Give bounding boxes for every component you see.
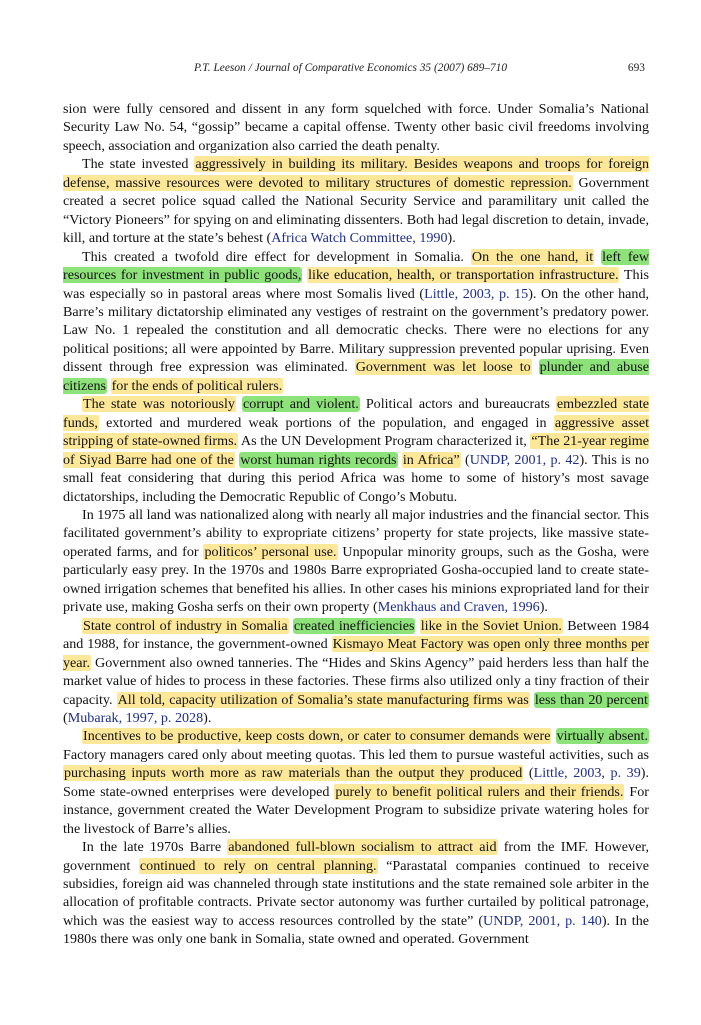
text-run: Government also owned tanneries. The “Hides and Skins Agency” paid herders less than half the market value of hides to process in these factories. These firms also utilized only a tiny fraction of their capacity. [63,654,649,708]
paragraph [63,838,649,949]
text-run: sion were fully censored and dissent in any form squelched with force. Under Somalia’s National Security Law No. 54, “gossip” became a capital offense. Twenty other basic civil freedoms involving speech, association and organization also carried the death penalty. [63,101,649,154]
text-run: As the UN Development Program characterized it, [238,433,531,450]
text-run: ( [460,451,470,468]
highlight-yellow: like in the Soviet Union. [420,617,562,634]
paragraph [63,506,649,617]
text-run: Political actors and bureaucrats [359,396,556,413]
journal-citation: P.T. Leeson / Journal of Comparative Economics 35 (2007) 689–710 [193,62,508,74]
highlight-yellow: On the one hand, it [471,248,594,265]
highlight-green: created inefficiencies [293,617,415,634]
paragraph [63,248,649,396]
highlight-yellow: Government was let loose to [355,359,531,376]
citation-link[interactable]: UNDP, 2001, p. 140 [483,912,602,929]
text-run: “Parastatal companies continued to receive subsidies, foreign aid was channeled through state institutions and the state remained sole arbiter in the allocation of profitable contracts. Private sector autonomy was further curtailed by political patronage, which was the easiest way to access resources controlled by the state” ( [63,857,649,929]
text-run: ). In the 1980s there was only one bank in Somalia, state owned and operated. Government [63,912,649,948]
text-run: ). Some state-owned enterprises were developed [63,765,649,800]
paragraph [63,155,649,247]
page-number: 693 [627,62,645,74]
highlight-yellow: The state was notoriously [83,396,235,413]
highlight-green: worst human rights records [240,451,397,468]
text-run: from the IMF. However, government [63,839,650,874]
text-run: ( [63,709,68,726]
highlight-yellow: purchasing inputs worth more as raw materials than the output they produced [64,765,523,782]
text-run: ). This is no small feat considering that during this period Africa was home to some of history’s most savage dictatorships, including the Democratic Republic of Congo’s Mobutu. [63,451,650,505]
text-run: Government created a secret police squad called the National Security Service and paramilitary unit called the “Victory Pioneers” for spying on and eliminating dissenters. Both had legal discretion to detain, invade, kill, and torture at the state’s behest ( [63,174,649,247]
text-run: extorted and murdered weak portions of the population, and engaged in [98,414,554,431]
citation-link[interactable]: Little, 2003, p. 15 [424,285,529,302]
highlight-yellow: All told, capacity utilization of Somalia’s state manufacturing firms was [117,691,529,708]
highlight-yellow: like education, health, or transportation infrastructure. [308,267,619,284]
highlight-yellow: abandoned full-blown socialism to attract aid [228,839,497,856]
citation-link[interactable]: Africa Watch Committee, 1990 [271,230,448,247]
text-run: ). [203,709,212,726]
highlight-yellow: embezzled state funds, [63,396,649,431]
highlight-yellow: Incentives to be productive, keep costs down, or cater to consumer demands were [83,728,551,745]
highlight-yellow: for the ends of political rulers. [111,377,283,394]
text-run: Factory managers cared only about meeting quotas. This led them to pursue wasteful activities, such as [63,746,649,763]
text-run: In 1975 all land was nationalized along with nearly all major industries and the financial sector. This facilitated government’s ability to expropriate citizens’ property for state projects, like massive state-operated farms, and for [63,506,649,560]
paragraph [63,727,649,838]
text-run [551,728,555,744]
highlight-yellow: continued to rely on central planning. [139,857,377,874]
running-header [0,60,701,78]
text-run: The state invested [82,156,195,173]
highlight-green: plunder and abuse citizens [63,359,649,394]
text-run: ). [447,230,456,247]
text-run: This created a twofold dire effect for development in Somalia. [82,248,471,265]
citation-link[interactable]: Mubarak, 1997, p. 2028 [67,709,204,726]
highlight-yellow: aggressively in building its military. Besides weapons and troops for foreign defense, massive resources were devoted to military structures of domestic repression. [63,156,649,191]
paragraph [63,395,649,506]
highlight-green: less than 20 percent [534,691,648,708]
highlight-yellow: in Africa” [402,451,460,468]
highlight-yellow: aggressive asset stripping of state-owned firms. [63,414,650,450]
highlight-green: left few resources for investment in public goods, [63,248,650,284]
text-run: ( [523,765,534,782]
paragraph [63,100,649,155]
body-text [63,100,649,949]
highlight-green: virtually absent. [556,728,648,745]
highlight-yellow: purely to benefit political rulers and their friends. [335,783,624,800]
text-run: ). [539,599,548,616]
highlight-yellow: “The 21-year regime of Siyad Barre had one of the [63,433,649,468]
highlight-yellow: Kismayo Meat Factory was open only three months per year. [63,636,650,671]
highlight-yellow: State control of industry in Somalia [83,617,288,634]
text-run: ). On the other hand, Barre’s military dictatorship eliminated any vestiges of restraint on the government’s predatory power. Law No. 1 repealed the constitution and all democratic checks. There were no elections for any political positions; all were appointed by Barre. Military suppression prevented popular uprising. Even dissent through free expression was eliminated. [63,285,650,376]
text-run: In the late 1970s Barre [82,839,228,856]
citation-link[interactable]: UNDP, 2001, p. 42 [469,451,580,468]
text-run: This was especially so in pastoral areas where most Somalis lived ( [63,267,649,302]
highlight-yellow: politicos’ personal use. [204,543,337,560]
citation-link[interactable]: Little, 2003, p. 39 [533,765,641,782]
text-run: Unpopular minority groups, such as the Gosha, were particularly easy prey. In the 1970s and 1980s Barre expropriated Gosha-occupied land to create state-owned irrigation schemes that benefited his allies. In other cases his minions expropriated land for their private use, making Gosha serfs on their own property ( [63,543,650,616]
paragraph [63,617,649,728]
text-run: For instance, government created the Water Development Program to subsidize private watering holes for the livestock of Barre’s allies. [63,783,650,837]
text-run: Between 1984 and 1988, for instance, the government-owned [63,617,649,653]
highlight-green: corrupt and violent. [243,396,359,413]
text-run [532,359,539,375]
citation-link[interactable]: Menkhaus and Craven, 1996 [377,599,540,616]
